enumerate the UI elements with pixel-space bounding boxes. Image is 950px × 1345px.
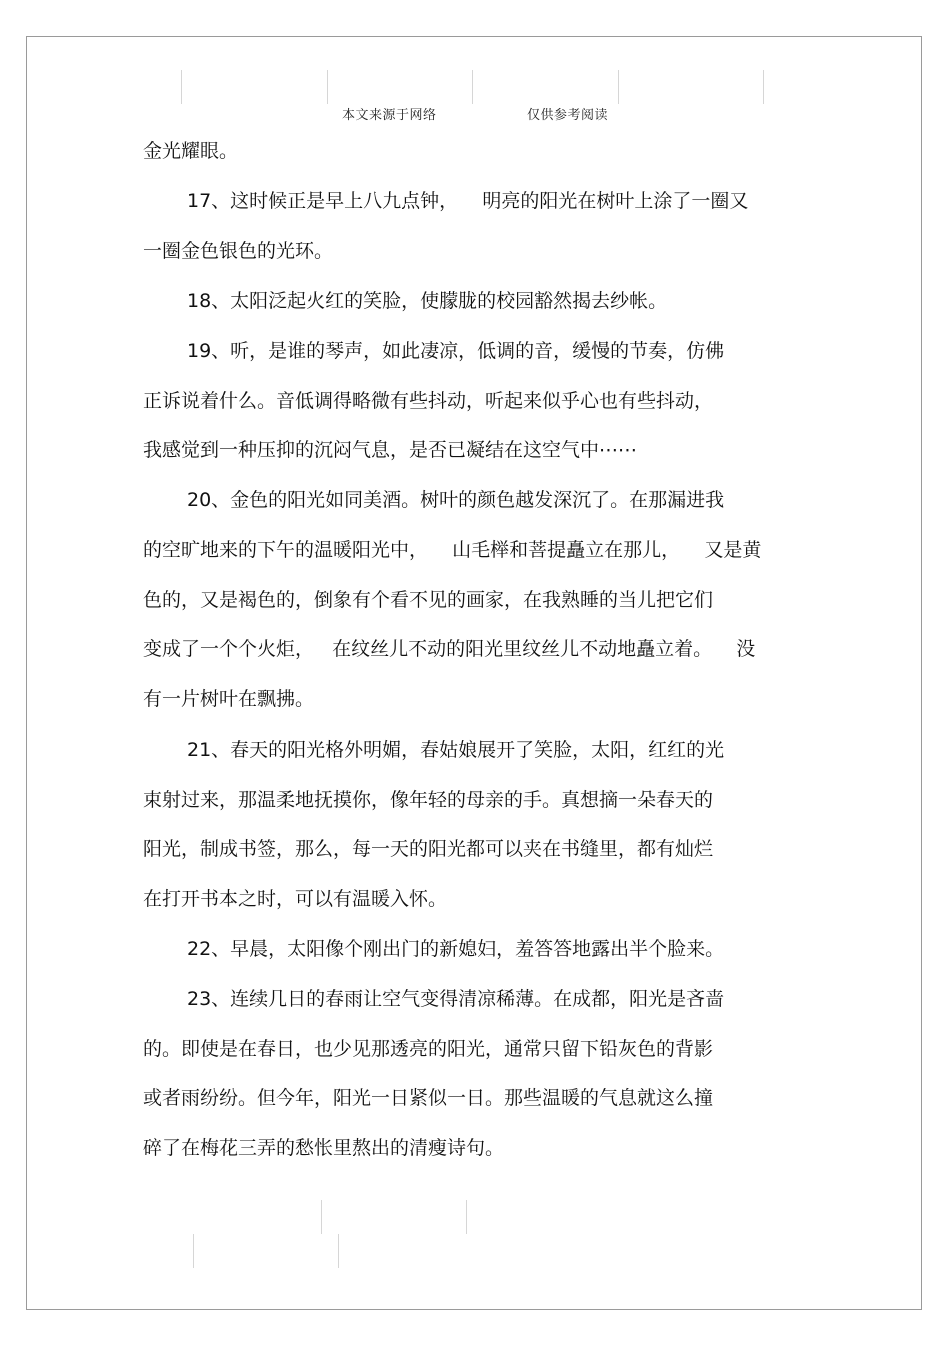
text-line: 的空旷地来的下午的温暖阳光中， 山毛榉和菩提矗立在那儿， 又是黄 (143, 539, 762, 561)
text-line: 20、金色的阳光如同美酒。树叶的颜色越发深沉了。在那漏进我 (187, 489, 725, 511)
text-line: 一圈金色银色的光环。 (143, 240, 334, 262)
header-rule (327, 70, 328, 104)
text-line: 21、春天的阳光格外明媚，春姑娘展开了笑脸，太阳，红红的光 (187, 739, 725, 761)
footer-rule (321, 1200, 322, 1234)
header-rule (181, 70, 182, 104)
text-line: 或者雨纷纷。但今年，阳光一日紧似一日。那些温暖的气息就这么撞 (143, 1087, 714, 1109)
footer-rule (193, 1234, 194, 1268)
text-line: 18、太阳泛起火红的笑脸，使朦胧的校园豁然揭去纱帐。 (187, 290, 668, 312)
header-rule (618, 70, 619, 104)
header-rule (472, 70, 473, 104)
text-line: 阳光，制成书签，那么，每一天的阳光都可以夹在书缝里，都有灿烂 (143, 838, 714, 860)
text-line: 19、听，是谁的琴声，如此凄凉，低调的音，缓慢的节奏，仿佛 (187, 340, 725, 362)
footer-rule (338, 1234, 339, 1268)
text-line: 22、早晨，太阳像个刚出门的新媳妇，羞答答地露出半个脸来。 (187, 938, 725, 960)
page-header-note: 本文来源于网络 仅供参考阅读 (341, 108, 609, 123)
footer-rule (466, 1200, 467, 1234)
header-rule (763, 70, 764, 104)
text-line: 正诉说着什么。音低调得略微有些抖动，听起来似乎心也有些抖动， (143, 390, 714, 412)
text-line: 金光耀眼。 (143, 140, 239, 162)
text-line: 有一片树叶在飘拂。 (143, 688, 315, 710)
text-line: 23、连续几日的春雨让空气变得清凉稀薄。在成都，阳光是吝啬 (187, 988, 725, 1010)
text-line: 碎了在梅花三弄的愁怅里熬出的清瘦诗句。 (143, 1137, 505, 1159)
text-line: 变成了一个个火炬， 在纹丝儿不动的阳光里纹丝儿不动地矗立着。 没 (143, 638, 756, 660)
text-line: 我感觉到一种压抑的沉闷气息，是否已凝结在这空气中⋯⋯ (143, 439, 638, 461)
text-line: 的。即使是在春日，也少见那透亮的阳光，通常只留下铅灰色的背影 (143, 1038, 714, 1060)
page-border (26, 36, 922, 1310)
text-line: 17、这时候正是早上八九点钟， 明亮的阳光在树叶上涂了一圈又 (187, 190, 749, 212)
text-line: 束射过来，那温柔地抚摸你，像年轻的母亲的手。真想摘一朵春天的 (143, 789, 714, 811)
text-line: 在打开书本之时，可以有温暖入怀。 (143, 888, 448, 910)
text-line: 色的，又是褐色的，倒象有个看不见的画家，在我熟睡的当儿把它们 (143, 589, 714, 611)
